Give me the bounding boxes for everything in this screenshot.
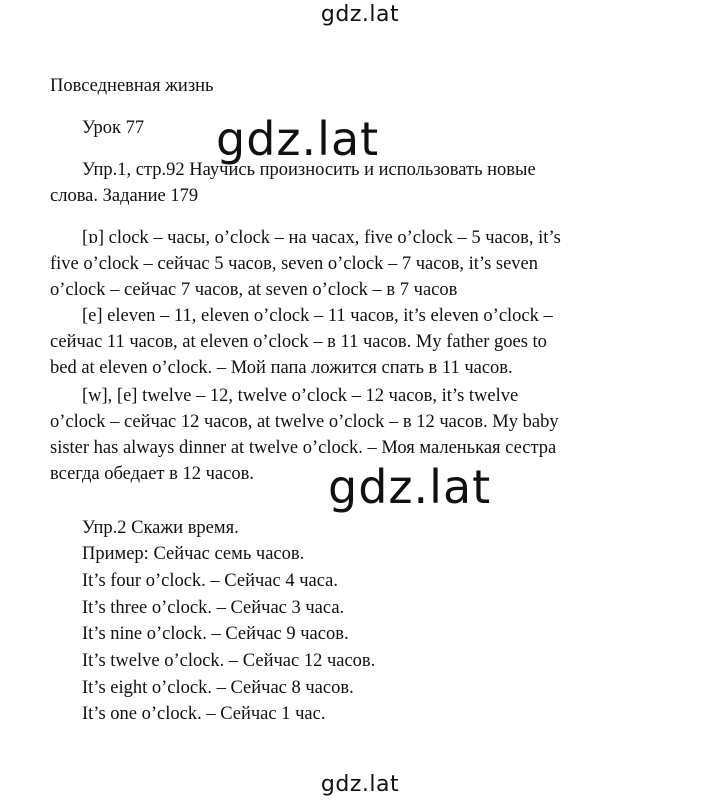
exercise2-line: It’s four o’clock. – Сейчас 4 часа.	[82, 571, 339, 591]
exercise1-heading-line1: Упр.1, стр.92 Научись произносить и использовать новые	[82, 160, 536, 180]
watermark-middle-1: gdz.lat	[216, 112, 380, 166]
exercise1-paragraph3-line3: sister has always dinner at twelve o’clock. – Моя маленькая сестра	[50, 438, 557, 458]
exercise2-line: It’s eight o’clock. – Сейчас 8 часов.	[82, 678, 354, 698]
exercise1-paragraph1-line3: o’clock – сейчас 7 часов, at seven o’clock – в 7 часов	[50, 280, 458, 300]
watermark-top: gdz.lat	[320, 2, 400, 27]
lesson-title: Урок 77	[82, 118, 145, 138]
exercise1-paragraph3-line2: o’clock – сейчас 12 часов, at twelve o’clock – в 12 часов. My baby	[50, 412, 559, 432]
exercise1-paragraph2-line2: сейчас 11 часов, at eleven o’clock – в 11 часов. My father goes to	[50, 332, 547, 352]
watermark-bottom: gdz.lat	[320, 772, 400, 797]
exercise2-line: Пример: Сейчас семь часов.	[82, 544, 305, 564]
exercise2-line: It’s nine o’clock. – Сейчас 9 часов.	[82, 624, 349, 644]
exercise1-paragraph3-line4: всегда обедает в 12 часов.	[50, 464, 254, 484]
exercise2-heading: Упр.2 Скажи время.	[82, 518, 239, 538]
section-title: Повседневная жизнь	[50, 76, 214, 96]
exercise2-line: It’s twelve o’clock. – Сейчас 12 часов.	[82, 651, 376, 671]
exercise1-paragraph1-line2: five o’clock – сейчас 5 часов, seven o’clock – 7 часов, it’s seven	[50, 254, 539, 274]
exercise1-paragraph2-line3: bed at eleven o’clock. – Мой папа ложится спать в 11 часов.	[50, 358, 513, 378]
exercise1-paragraph2-line1: [e] eleven – 11, eleven o’clock – 11 часов, it’s eleven o’clock –	[82, 306, 553, 326]
watermark-middle-2: gdz.lat	[328, 460, 492, 514]
exercise1-paragraph3-line1: [w], [e] twelve – 12, twelve o’clock – 12 часов, it’s twelve	[82, 386, 519, 406]
exercise2-line: It’s three o’clock. – Сейчас 3 часа.	[82, 598, 345, 618]
exercise1-heading-line2: слова. Задание 179	[50, 186, 199, 206]
exercise2-line: It’s one o’clock. – Сейчас 1 час.	[82, 704, 326, 724]
exercise1-paragraph1-line1: [ɒ] clock – часы, o’clock – на часах, five o’clock – 5 часов, it’s	[82, 228, 561, 248]
